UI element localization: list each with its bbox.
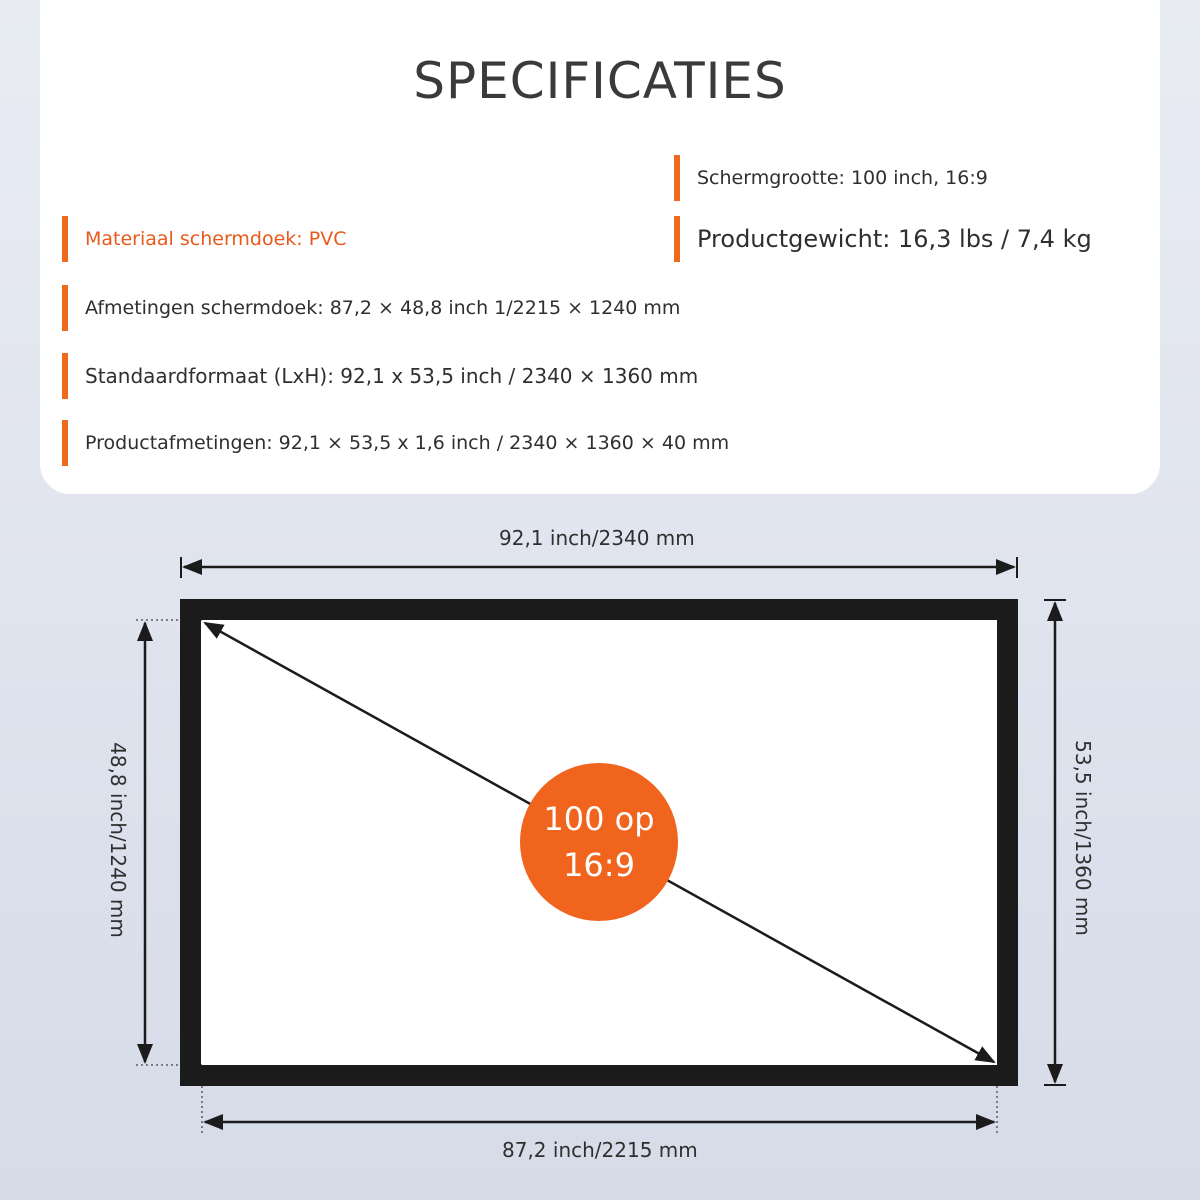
page-title: SPECIFICATIES xyxy=(413,52,787,110)
top-width-label: 92,1 inch/2340 mm xyxy=(499,526,695,550)
right-height-label: 53,5 inch/1360 mm xyxy=(1071,740,1095,936)
spec-canvas-dims-text: Afmetingen schermdoek: 87,2 × 48,8 inch 1/2215 × 1240 mm xyxy=(85,297,681,319)
diagonal-size-badge xyxy=(520,763,678,921)
badge-line-2: 16:9 xyxy=(563,846,635,884)
bottom-width-label: 87,2 inch/2215 mm xyxy=(502,1138,698,1162)
spec-product-dims-text: Productafmetingen: 92,1 × 53,5 x 1,6 inch / 2340 × 1360 × 40 mm xyxy=(85,432,730,454)
spec-screen-size-text: Schermgrootte: 100 inch, 16:9 xyxy=(697,167,988,189)
badge-line-1: 100 op xyxy=(543,800,655,838)
spec-standard-size-text: Standaardformaat (LxH): 92,1 x 53,5 inch / 2340 × 1360 mm xyxy=(85,364,699,388)
spec-weight-text: Productgewicht: 16,3 lbs / 7,4 kg xyxy=(697,225,1092,253)
left-height-label: 48,8 inch/1240 mm xyxy=(106,742,130,938)
spec-material-text: Materiaal schermdoek: PVC xyxy=(85,228,347,250)
